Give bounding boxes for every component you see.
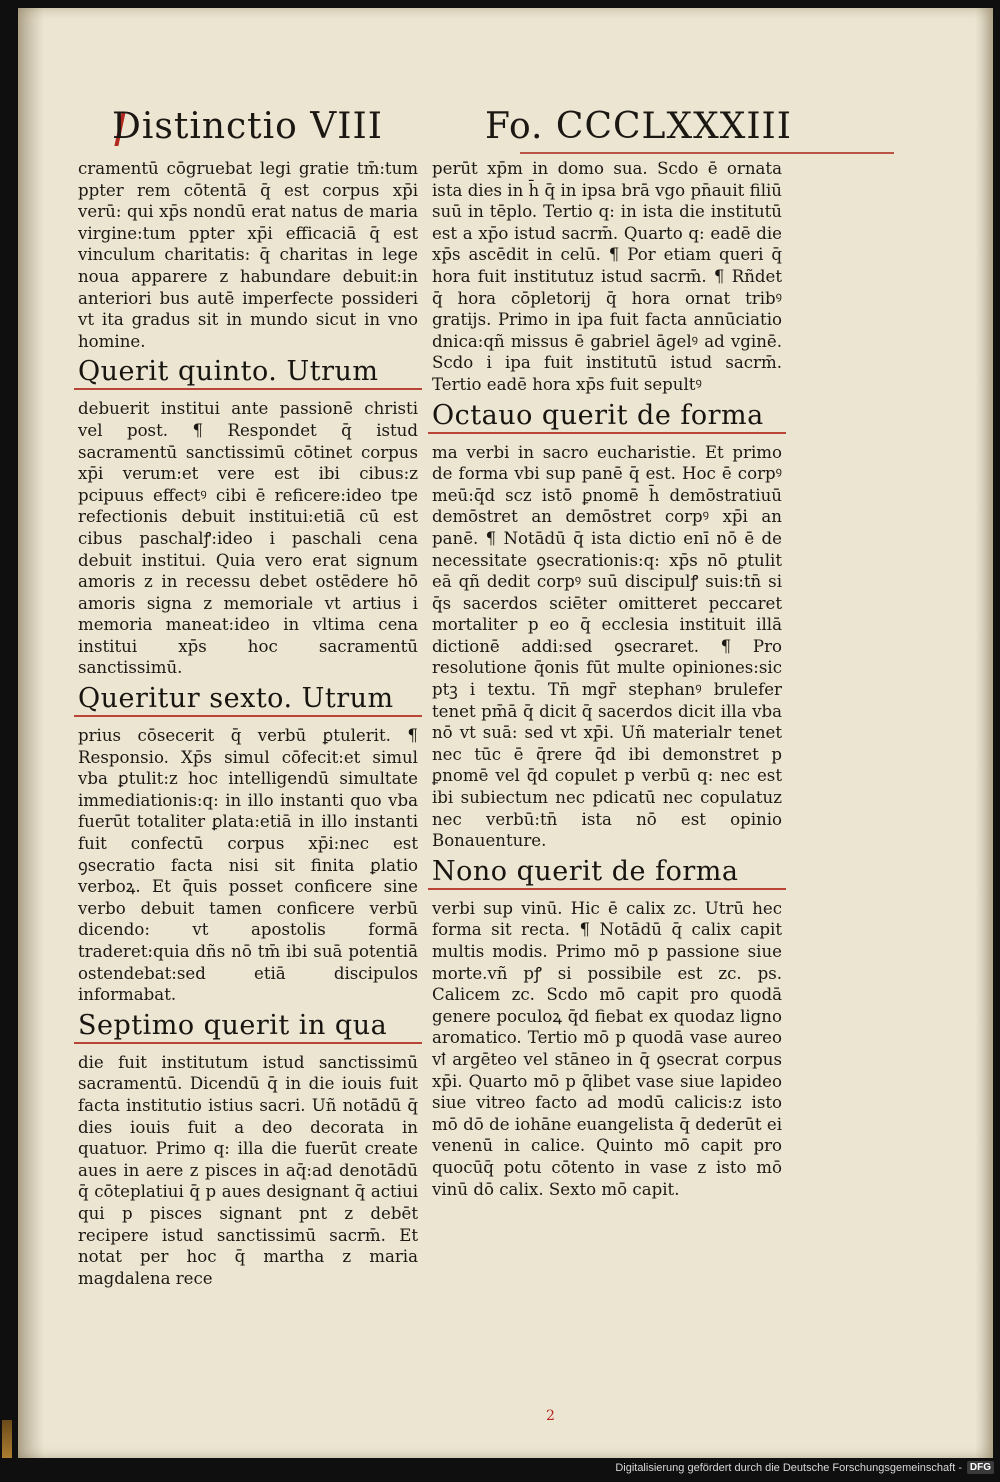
question-heading: Queritur sexto. Utrum xyxy=(78,683,418,719)
spine-gilt-edge xyxy=(2,1420,12,1460)
dfg-logo: DFG xyxy=(967,1461,994,1474)
running-head xyxy=(112,106,792,156)
signature-mark: 2 xyxy=(546,1408,555,1424)
question-heading: Nono querit de forma xyxy=(432,856,782,892)
paragraph: ma verbi in sacro eucharistie. Et primo de forma vbi sup panē q̄ est. Hoc ē corpꝰ meū:q̄d scz istō ꝑnomē h̄ demōstratiuū demōstret an demōstret corpꝰ xp̄i an panē. ¶ Notādū q̄ ista dictio enī nō ē de necessitate ꝯsecrationis:q: xp̄s nō ꝑtulit eā qñ dedit corpꝰ suū discipulꝭ suis:tn̄ si q̄s sacerdos sciēter omitteret peccaret mortaliter p eo q̄ ecclesia instituit illā dictionē addi:sed ꝯsecraret. ¶ Pro resolutione q̄onis fūt multe opiniones:sic ptꝫ i textu. Tn̄ mgr̄ stephanꝰ brulefer tenet pm̄ā q̄ dicit q̄ sacerdos dicit illa vba nō vt suā: sed vt xp̄i. Uñ materialr tenet nec tūc ē q̄rere q̄d ibi demonstret p ꝑnomē vel q̄d copulet p verbū q: nec est ibi subiectum nec pdicatū nec copulatuz nec verbū:tn̄ ista nō est opinio Bonauenture. xyxy=(432,442,782,851)
page-edge-shadow xyxy=(975,8,993,1458)
book-spine xyxy=(0,0,18,1458)
paragraph: verbi sup vinū. Hic ē calix zc. Utrū hec forma sit recta. ¶ Notādū q̄ calix capit multis modis. Primo mō p passione siue morte.vñ pꝭ si possibile est zc. ps. Calicem zc. Scdo mō capit pro quodā genere poculoꝝ q̄d fiebat ex quodaz ligno aromatico. Tertio mō p quodā vase aureo vꝉ argēteo vel stāneo in q̄ ꝯsecrat corpus xp̄i. Quarto mō p q̄libet vase siue lapideo siue vitreo facto ad modū calicis:z isto mō dō de iohāne euangelista q̄ dederūt ei venenū in calice. Quinto mō capit pro quocūq̄ potu cōtento in vase z isto mō vinū dō calix. Sexto mō capit. xyxy=(432,898,782,1199)
question-heading: Querit quinto. Utrum xyxy=(78,356,418,392)
digitization-credit: Digitalisierung gefördert durch die Deutsche Forschungsgemeinschaft - xyxy=(615,1462,962,1474)
paragraph: debuerit institui ante passionē christi vel post. ¶ Respondet q̄ istud sacramentū sanctissimū cōtinet corpus xp̄i verum:et vere est ibi cibus:z pcipuus effectꝰ cibi ē reficere:ideo tpe refectionis debuit institui:etiā cū est cibus paschalꝭ:ideo i paschali cena debuit institui. Quia vero erat signum amoris z in recessu debet ostēdere hō amoris signa z memoriale vt artius i memoria maneat:ideo in vltima cena institui xp̄s hoc sacramentū sanctissimū. xyxy=(78,399,418,678)
paragraph: die fuit institutum istud sanctissimū sacramentū. Dicendū q̄ in die iouis fuit facta institutio istius sacri. Uñ notādū q̄ dies iouis fuit a deo decorata in quatuor. Primo q: illa die fuerūt create aues in aere z pisces in aq̄:ad denotādū q̄ cōteplatiui q̄ p aues designant q̄ actiui qui p pisces signant pnt z debēt recipere istud sanctissimū sacrm̄. Et notat per hoc q̄ martha z maria magdalena rece xyxy=(78,1052,418,1288)
paragraph: prius cōsecerit q̄ verbū ꝑtulerit. ¶ Responsio. Xp̄s simul cōfecit:et simul vba ꝑtulit:z hoc intelligendū simultate immediationis:q: in illo instanti quo vba fuerūt totaliter ꝑlata:etiā in illo instanti fuit confectū corpus xp̄i:nec est ꝯsecratio facta nisi sit finita ꝑlatio verboꝝ. Et q̄uis posset conficere sine verbo debuit tamen conficere verbū dicendo: vt apostolis formā traderet:quia dñs nō tm̄ ibi suā potentiā ostendebat:sed etiā discipulos informabat. xyxy=(78,726,418,1005)
right-column xyxy=(432,158,782,1204)
paragraph: perūt xp̄m in domo sua. Scdo ē ornata ista dies in h̄ q̄ in ipsa brā vgo pn̄auit filiū suū in tēplo. Tertio q: in ista die institutū est a xp̄o istud sacrm̄. Quarto q: eadē die xp̄s ascēdit in celū. ¶ Por etiam queri q̄ hora fuit institutuz istud sacrm̄. ¶ Rñdet q̄ hora cōpletorij q̄ hora ornat tribꝰ gratijs. Primo in ipa fuit facta annūciatio dnica:qñ missus ē gabriel āgelꝰ ad vginē. Scdo i ipa fuit institutū istud sacrm̄. Tertio eadē hora xp̄s fuit sepultꝰ xyxy=(432,159,782,394)
running-head-folio: Fo. CCCLXXXIII xyxy=(484,106,792,147)
running-head-rule xyxy=(520,152,894,154)
question-heading: Octauo querit de forma xyxy=(432,400,782,436)
question-heading: Septimo querit in qua xyxy=(78,1010,418,1046)
page-gutter-shadow xyxy=(18,8,44,1458)
paragraph: cramentū cōgruebat legi gratie tm̄:tum ppter rem cōtentā q̄ est corpus xp̄i verū: qui xp̄s nondū erat natus de maria virgine:tum ppter xp̄i efficaciā q̄ est vinculum charitatis: q̄ charitas in lege noua apparere z habundare debuit:in anteriori bus autē imperfecte possideri vt ita gradus sit in mundo sicut in vno homine. xyxy=(78,159,418,351)
running-head-distinctio: Distinctio VIII xyxy=(112,106,383,147)
left-column xyxy=(78,158,418,1293)
